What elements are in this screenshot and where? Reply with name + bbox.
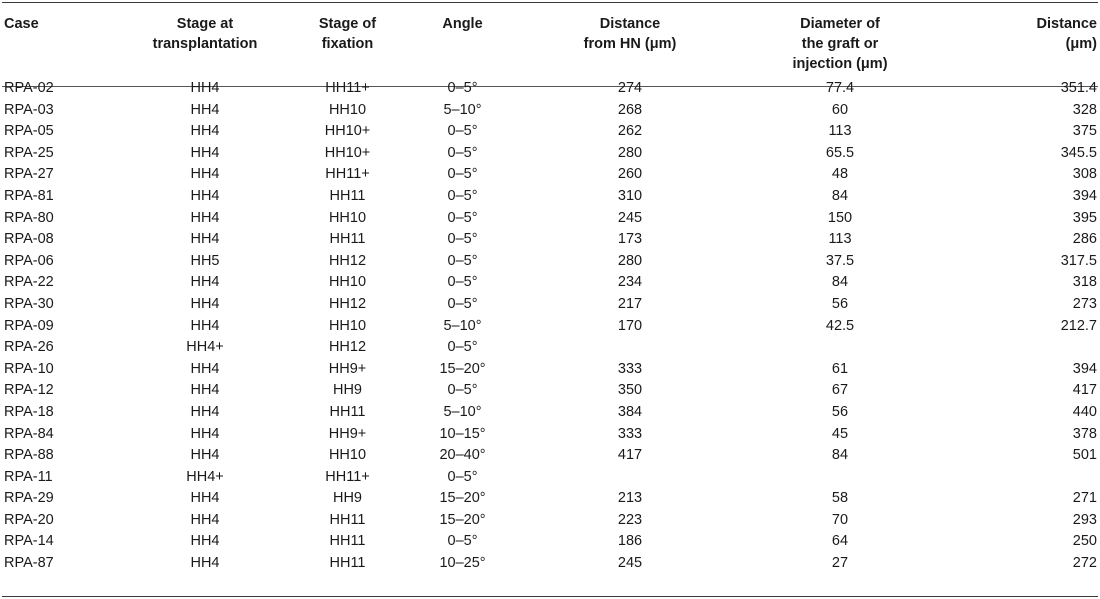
cell-case: RPA-26 (4, 339, 54, 356)
cell-stage-transplantation: HH4 (190, 403, 220, 420)
cell-case: RPA-14 (4, 533, 54, 550)
cell-distance-hn: 310 (617, 187, 643, 204)
header-angle (405, 0, 520, 74)
cell-stage-transplantation: HH5 (190, 252, 220, 269)
cell-stage-fixation: HH12 (328, 295, 367, 312)
table-row (0, 553, 1100, 575)
cell-stage-fixation: HH11+ (325, 80, 370, 96)
cell-stage-fixation: HH11 (329, 403, 366, 420)
cell-angle: 0–5° (447, 123, 478, 140)
cell-distance: 271 (1072, 490, 1097, 507)
cell-stage-fixation: HH10 (328, 447, 367, 464)
cell-case: RPA-80 (4, 209, 54, 226)
cell-diameter: 45 (831, 425, 849, 442)
cell-distance-hn: 262 (617, 123, 643, 140)
table-row (0, 143, 1100, 165)
cell-case: RPA-88 (4, 447, 54, 464)
cell-distance: 308 (1072, 166, 1097, 183)
header-line: Angle (442, 16, 483, 32)
cell-distance-hn: 223 (617, 511, 643, 528)
cell-angle: 0–5° (447, 166, 478, 183)
cell-diameter: 84 (831, 187, 849, 204)
cell-stage-fixation: HH10+ (324, 123, 371, 140)
header-line: Case (4, 16, 39, 32)
cell-stage-transplantation: HH4 (190, 317, 220, 334)
table-row (0, 251, 1100, 273)
cell-angle: 5–10° (443, 317, 482, 334)
cell-stage-transplantation: HH4+ (186, 339, 224, 356)
cell-distance-hn: 274 (617, 80, 643, 96)
cell-diameter: 61 (831, 360, 849, 377)
table-row (0, 445, 1100, 467)
cell-diameter: 56 (831, 295, 849, 312)
header-stage-fixation (290, 0, 405, 74)
header-line: fixation (321, 36, 374, 52)
table-row (0, 272, 1100, 294)
cell-stage-fixation: HH11+ (325, 166, 370, 183)
cell-diameter: 58 (831, 490, 849, 507)
cell-angle: 10–25° (439, 555, 486, 572)
cell-case: RPA-30 (4, 295, 54, 312)
cell-angle: 0–5° (447, 382, 478, 399)
cell-angle: 15–20° (439, 490, 486, 507)
cell-stage-fixation: HH12 (328, 339, 367, 356)
header-line: Diameter of (800, 16, 880, 32)
cell-stage-transplantation: HH4 (190, 187, 220, 204)
cell-angle: 15–20° (439, 360, 486, 377)
cell-angle: 0–5° (447, 209, 478, 226)
cell-distance-hn: 170 (617, 317, 643, 334)
cell-stage-transplantation: HH4 (190, 144, 220, 161)
cell-diameter: 70 (831, 511, 849, 528)
table-row (0, 424, 1100, 446)
table-row (0, 380, 1100, 402)
header-line: Stage at (176, 16, 234, 32)
header-line: the graft or (801, 36, 879, 52)
cell-angle: 20–40° (439, 447, 486, 464)
cell-distance: 317.5 (1060, 252, 1097, 269)
cell-stage-transplantation: HH4 (190, 166, 220, 183)
cell-stage-fixation: HH10+ (324, 144, 371, 161)
cell-distance: 318 (1072, 274, 1097, 291)
cell-stage-fixation: HH10 (328, 101, 367, 118)
cell-stage-fixation: HH12 (328, 252, 367, 269)
cell-distance: 394 (1072, 360, 1097, 377)
table-body (0, 74, 1100, 575)
header-case (0, 0, 120, 74)
cell-diameter: 64 (831, 533, 849, 550)
cell-diameter: 56 (831, 403, 849, 420)
cell-stage-transplantation: HH4 (190, 555, 220, 572)
cell-angle: 0–5° (447, 80, 478, 96)
table-row (0, 74, 1100, 100)
cell-stage-fixation: HH9+ (328, 425, 367, 442)
cell-case: RPA-03 (4, 101, 54, 118)
cell-case: RPA-27 (4, 166, 54, 183)
cell-distance: 501 (1072, 447, 1097, 464)
cell-case: RPA-06 (4, 252, 54, 269)
cell-angle: 0–5° (447, 533, 478, 550)
table-row (0, 510, 1100, 532)
header-line: injection (μm) (792, 56, 888, 72)
cell-diameter: 42.5 (825, 317, 855, 334)
cell-distance: 250 (1072, 533, 1097, 550)
cell-angle: 10–15° (439, 425, 486, 442)
cell-angle: 15–20° (439, 511, 486, 528)
table-row (0, 229, 1100, 251)
table-row (0, 359, 1100, 381)
cell-distance-hn: 173 (617, 231, 643, 248)
header-line: (μm) (1065, 36, 1097, 52)
header-line: from HN (μm) (583, 36, 677, 52)
cell-distance-hn: 213 (617, 490, 643, 507)
cell-distance: 395 (1072, 209, 1097, 226)
header-stage-transplantation (120, 0, 290, 74)
cell-diameter: 113 (828, 231, 852, 248)
cell-distance: 417 (1072, 382, 1097, 399)
cell-distance: 345.5 (1060, 144, 1097, 161)
cell-stage-fixation: HH9 (332, 490, 362, 507)
cell-stage-transplantation: HH4 (190, 511, 220, 528)
table-row (0, 337, 1100, 359)
table-row (0, 402, 1100, 424)
cell-case: RPA-11 (4, 468, 53, 485)
header-distance-hn (520, 0, 740, 74)
cell-stage-fixation: HH11 (329, 231, 366, 248)
cell-case: RPA-08 (4, 231, 54, 248)
cell-angle: 0–5° (447, 274, 478, 291)
cell-distance-hn: 268 (617, 101, 643, 118)
cell-diameter: 84 (831, 274, 849, 291)
table-row (0, 488, 1100, 510)
cell-distance-hn: 384 (617, 403, 643, 420)
cell-stage-fixation: HH9+ (328, 360, 367, 377)
cell-case: RPA-20 (4, 511, 54, 528)
cell-distance: 378 (1072, 425, 1097, 442)
cell-case: RPA-18 (4, 403, 54, 420)
cell-diameter: 67 (831, 382, 849, 399)
cell-diameter (740, 467, 940, 489)
cell-diameter: 77.4 (825, 80, 855, 96)
cell-case: RPA-81 (4, 187, 54, 204)
header-line: Stage of (318, 16, 377, 32)
cell-stage-fixation: HH11+ (325, 468, 370, 485)
cell-case: RPA-25 (4, 144, 54, 161)
cell-distance-hn: 234 (617, 274, 643, 291)
cell-stage-fixation: HH10 (328, 274, 367, 291)
cell-case: RPA-22 (4, 274, 54, 291)
cell-case: RPA-05 (4, 123, 54, 140)
table-row (0, 316, 1100, 338)
cell-angle: 5–10° (443, 101, 482, 118)
cell-distance-hn: 260 (617, 166, 643, 183)
cell-angle: 0–5° (447, 231, 478, 248)
cell-case: RPA-12 (4, 382, 54, 399)
cell-distance (940, 337, 1100, 359)
cell-angle: 5–10° (443, 403, 482, 420)
cell-diameter: 65.5 (825, 144, 855, 161)
cell-distance: 272 (1072, 555, 1097, 572)
cell-distance-hn: 245 (617, 209, 643, 226)
cell-stage-transplantation: HH4 (190, 123, 220, 140)
table-bottom-rule (2, 596, 1098, 597)
cell-distance: 394 (1072, 187, 1097, 204)
cell-angle: 0–5° (447, 144, 478, 161)
cell-angle: 0–5° (447, 339, 478, 356)
cell-stage-fixation: HH10 (328, 209, 367, 226)
cell-case: RPA-09 (4, 317, 54, 334)
header-line: transplantation (152, 36, 258, 52)
cell-stage-fixation: HH11 (329, 555, 366, 572)
table-row (0, 121, 1100, 143)
cell-stage-transplantation: HH4 (190, 360, 220, 377)
table-row (0, 164, 1100, 186)
cell-diameter: 113 (828, 123, 852, 140)
cell-distance: 440 (1072, 403, 1097, 420)
table-row (0, 531, 1100, 553)
cell-stage-fixation: HH11 (329, 533, 366, 550)
cell-stage-transplantation: HH4 (190, 490, 220, 507)
cell-distance-hn: 186 (617, 533, 643, 550)
cell-diameter: 37.5 (825, 252, 855, 269)
cell-distance: 212.7 (1060, 317, 1097, 334)
cell-angle: 0–5° (447, 187, 478, 204)
cell-distance-hn: 280 (617, 144, 643, 161)
cell-stage-transplantation: HH4 (190, 382, 220, 399)
cell-angle: 0–5° (447, 295, 478, 312)
cell-stage-fixation: HH9 (332, 382, 362, 399)
cell-case: RPA-29 (4, 490, 54, 507)
cell-stage-transplantation: HH4 (190, 101, 220, 118)
cell-diameter: 48 (831, 166, 849, 183)
cell-stage-transplantation: HH4 (190, 231, 220, 248)
cell-distance: 328 (1072, 101, 1097, 118)
cell-distance-hn (520, 467, 740, 489)
cell-distance: 273 (1072, 295, 1097, 312)
header-line: Distance (1036, 16, 1097, 32)
table-row (0, 294, 1100, 316)
cell-diameter: 84 (831, 447, 849, 464)
table-row (0, 467, 1100, 489)
cell-stage-transplantation: HH4 (190, 274, 220, 291)
table-row (0, 208, 1100, 230)
cell-distance: 375 (1072, 123, 1097, 140)
cell-distance-hn: 417 (617, 447, 643, 464)
cell-diameter (740, 337, 940, 359)
cell-distance-hn: 280 (617, 252, 643, 269)
cell-distance-hn: 245 (617, 555, 643, 572)
cell-diameter: 150 (827, 209, 853, 226)
cell-stage-fixation: HH11 (329, 187, 366, 204)
table-row (0, 100, 1100, 122)
cell-distance: 293 (1072, 511, 1097, 528)
header-distance (940, 0, 1100, 74)
header-diameter (740, 0, 940, 74)
cell-case: RPA-84 (4, 425, 54, 442)
cell-stage-transplantation: HH4 (190, 80, 220, 96)
cell-case: RPA-87 (4, 555, 54, 572)
cell-stage-fixation: HH11 (329, 511, 366, 528)
table-row (0, 186, 1100, 208)
cell-stage-fixation: HH10 (328, 317, 367, 334)
cell-distance-hn: 333 (617, 425, 643, 442)
header-line: Distance (599, 16, 661, 32)
table-header (0, 0, 1100, 74)
cell-distance: 351.4 (1060, 80, 1097, 96)
cell-angle: 0–5° (447, 252, 478, 269)
cell-stage-transplantation: HH4 (190, 295, 220, 312)
cell-distance-hn: 333 (617, 360, 643, 377)
cell-distance-hn: 350 (617, 382, 643, 399)
header-row (0, 0, 1100, 74)
cell-diameter: 60 (831, 101, 849, 118)
cell-distance: 286 (1072, 231, 1097, 248)
cell-diameter: 27 (831, 555, 849, 572)
cell-stage-transplantation: HH4 (190, 533, 220, 550)
cell-case: RPA-10 (4, 360, 54, 377)
cell-distance-hn: 217 (617, 295, 643, 312)
cell-stage-transplantation: HH4 (190, 425, 220, 442)
cell-case: RPA-02 (4, 80, 54, 96)
cell-stage-transplantation: HH4+ (186, 468, 224, 485)
cell-distance-hn (520, 337, 740, 359)
cell-angle: 0–5° (447, 468, 478, 485)
cell-stage-transplantation: HH4 (190, 447, 220, 464)
cell-distance (940, 467, 1100, 489)
cell-stage-transplantation: HH4 (190, 209, 220, 226)
